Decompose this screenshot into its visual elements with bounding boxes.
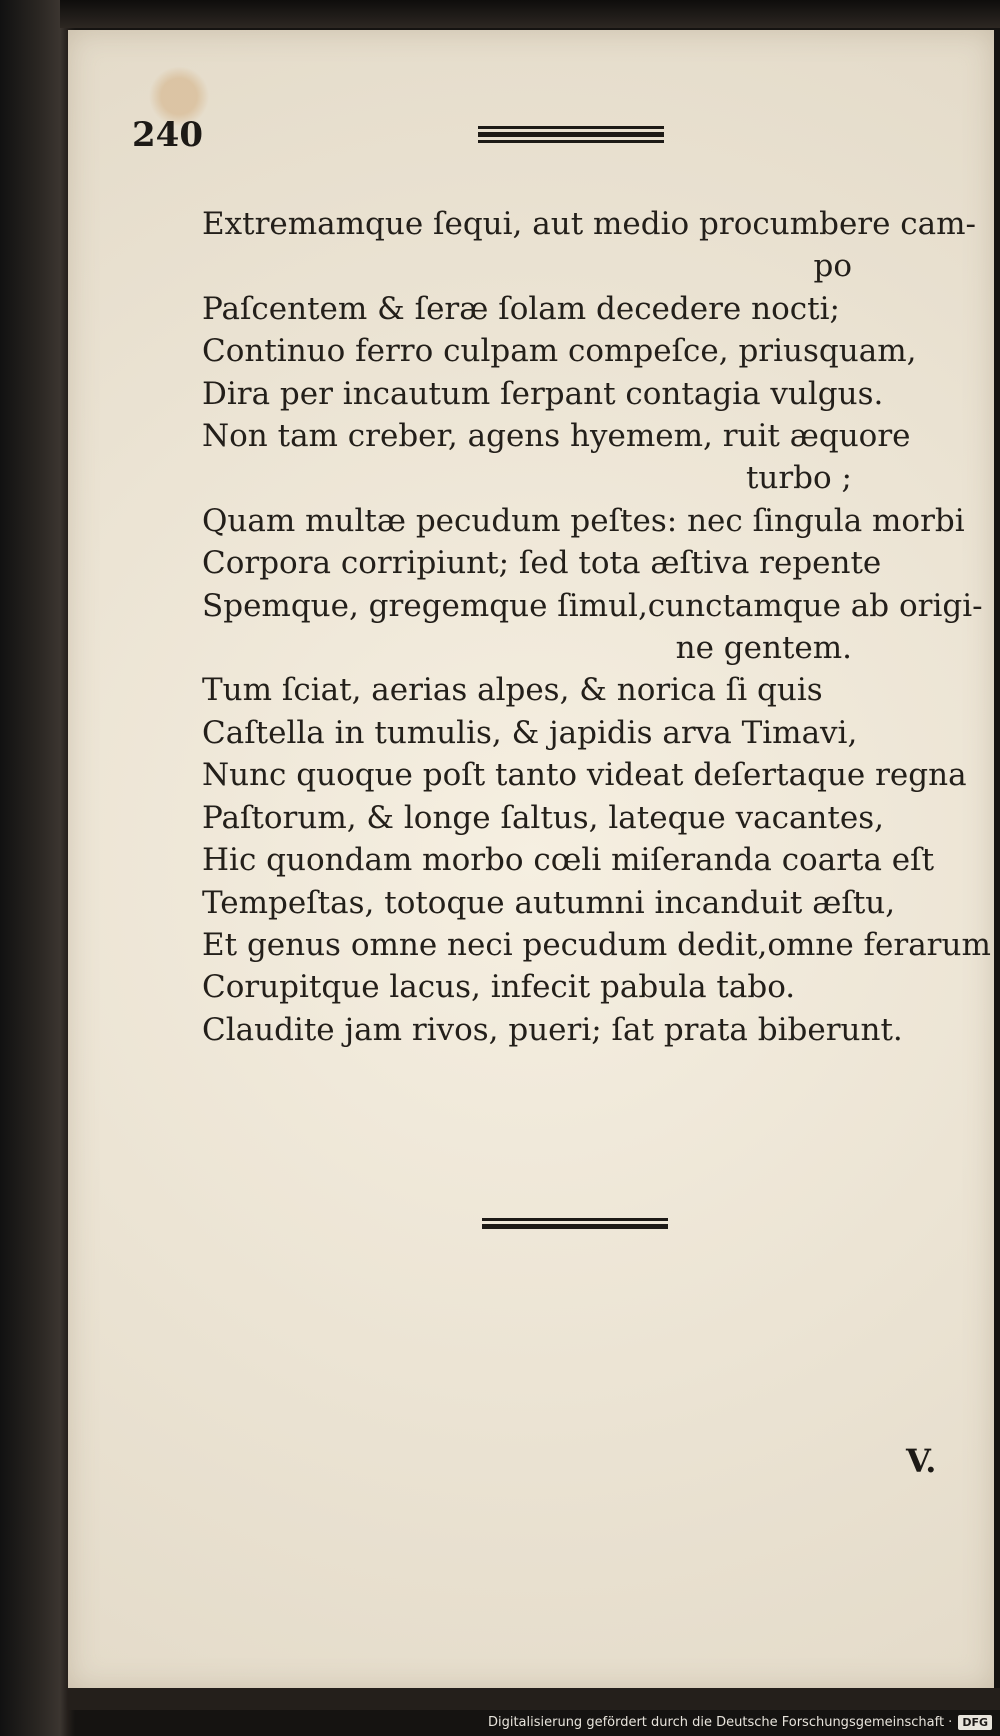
poem-line: Paſtorum, & longe ſaltus, lateque vacantes, [202,799,884,836]
poem-text [202,203,991,1051]
poem-line: Corupitque lacus, infecit pabula tabo. [202,969,796,1006]
poem-line-continuation: ne gentem. [675,630,852,667]
book-top-edge [60,0,1000,28]
ornament-rule [482,1224,668,1229]
poem-line: Extremamque ſequi, aut medio procumbere cam- [202,206,977,242]
ornament-rule [482,1218,668,1221]
poem-line: Paſcentem & ſeræ ſolam decedere nocti; [202,290,840,327]
end-ornament [482,1218,668,1236]
poem-line: Corpora corripiunt; ſed tota æſtiva repente [202,545,882,582]
dfg-logo: DFG [958,1715,992,1730]
page-number: 240 [132,115,203,155]
poem-line: Tempeſtas, totoque autumni incanduit æſtu, [202,884,896,921]
ornament-rule [478,126,664,129]
funding-credit: Digitalisierung gefördert durch die Deutsche Forschungsgemeinschaft · [487,1715,953,1730]
poem-line: Continuo ferro culpam compeſce, priusquam, [202,333,917,370]
poem-line-continuation: po [813,248,852,285]
catchword: V. [906,1442,937,1480]
poem-line: Spemque, gregemque ſimul,cunctamque ab origi- [202,587,983,624]
digitization-footer [488,1715,992,1730]
poem-line: Tum ſciat, aerias alpes, & norica ſi quis [202,672,823,709]
ornament-rule [478,140,664,143]
poem-line-continuation: turbo ; [745,460,852,497]
poem-line: Dira per incautum ſerpant contagia vulgus. [202,375,884,412]
ornament-rule [478,132,664,137]
poem-line: Claudite jam rivos, pueri; ſat prata biberunt. [202,1011,903,1048]
header-ornament [478,126,664,144]
poem-line: Hic quondam morbo cœli miſeranda coarta eſt [202,842,935,879]
poem-line: Caſtella in tumulis, & japidis arva Timavi, [202,714,858,751]
poem-line: Nunc quoque poſt tanto videat deſertaque regna [202,757,967,794]
book-bottom-edge [68,1688,1000,1710]
poem-line: Non tam creber, agens hyemem, ruit æquore [202,418,911,455]
poem-line: Et genus omne neci pecudum dedit,omne ferarum [202,926,991,963]
poem-line: Quam multæ pecudum peſtes: nec ſingula morbi [202,502,965,539]
